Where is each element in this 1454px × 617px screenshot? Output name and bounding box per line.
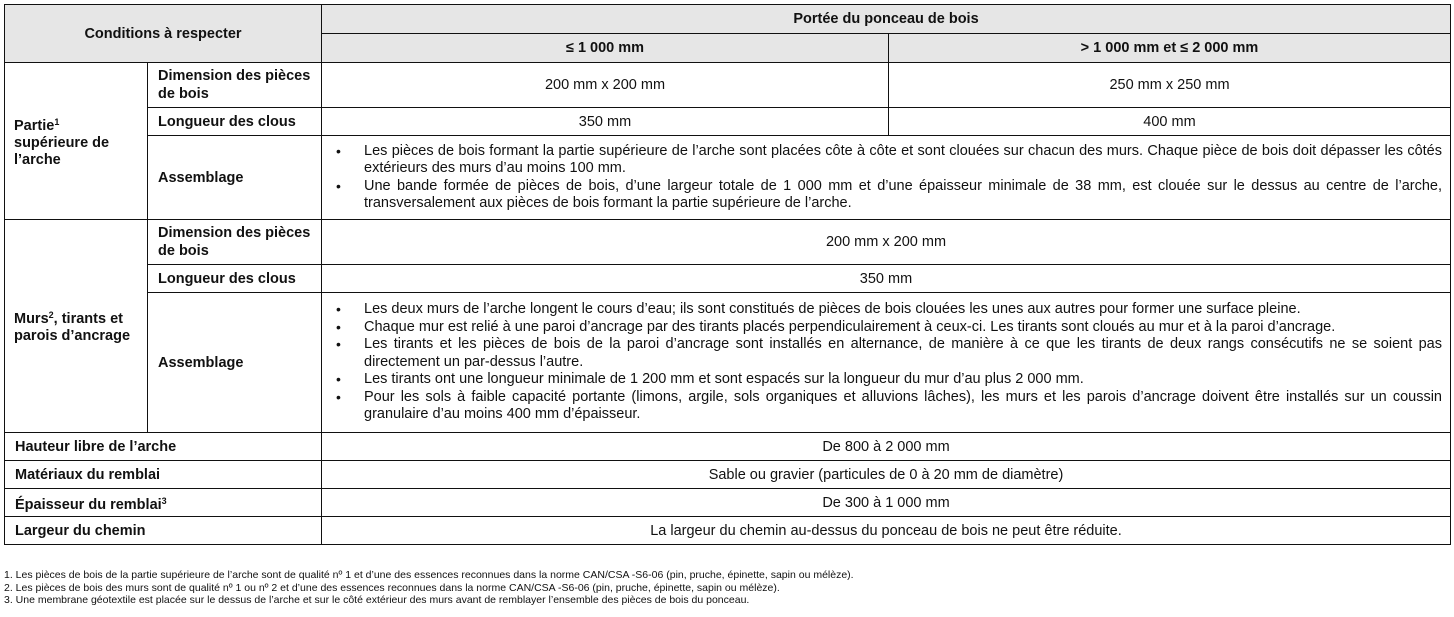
largeur-value: La largeur du chemin au-dessus du ponceau de bois ne peut être réduite. (322, 517, 1451, 545)
dimension-label: Dimension des pièces de bois (148, 220, 322, 265)
header-span-small: ≤ 1 000 mm (322, 34, 889, 63)
assemblage-list (322, 301, 1450, 424)
dimension-value: 200 mm x 200 mm (322, 220, 1451, 265)
list-item: • Les deux murs de l’arche longent le cours d’eau; ils sont constitués de pièces de bois clouées les unes aux autres pour former une surface pleine. (322, 301, 1442, 319)
footnotes (4, 569, 854, 607)
footnote-ref: 1 (54, 116, 60, 127)
footnote-2: 2. Les pièces de bois des murs sont de qualité nº 1 ou nº 2 et d’une des essences reconnues dans la norme CAN/CSA -S6-06 (pin, pruche, épinette, sapin ou mélèze). (4, 581, 780, 594)
list-item: • Les tirants et les pièces de bois de la paroi d’ancrage sont installés en alternance, de manière à ce que les tirants de deux rangs consécutifs ne se soient pas directement un par-dessus l’autre. (322, 336, 1442, 371)
assemblage-label: Assemblage (148, 293, 322, 433)
list-item: • Pour les sols à faible capacité portante (limons, argile, sols organiques et alluvions lâches), les murs et les parois d’ancrage doivent être installés sur un coussin granulaire d’au moins 400 mm d’épaisseur. (322, 389, 1442, 424)
materiaux-value: Sable ou gravier (particules de 0 à 20 mm de diamètre) (322, 461, 1451, 489)
header-span-large: > 1 000 mm et ≤ 2 000 mm (889, 34, 1451, 63)
conditions-table (4, 4, 1451, 545)
group-label-rest: , tirants et parois d’ancrage (14, 311, 131, 344)
assemblage-content (322, 293, 1451, 433)
hauteur-label: Hauteur libre de l’arche (5, 433, 322, 461)
epaisseur-label-text: Épaisseur du remblai (15, 496, 162, 513)
epaisseur-value: De 300 à 1 000 mm (322, 489, 1451, 517)
clous-large: 400 mm (889, 108, 1451, 136)
group-label: Murs (14, 311, 49, 327)
materiaux-label: Matériaux du remblai (5, 461, 322, 489)
assemblage-list (322, 143, 1450, 213)
assemblage-label: Assemblage (148, 136, 322, 220)
footnote-ref: 2 (48, 310, 54, 320)
list-item: • Une bande formée de pièces de bois, d’une largeur totale de 1 000 mm et d’une épaisseur minimale de 38 mm, est clouée sur le dessus au centre de l’arche, transversalement aux pièces de bois formant la partie supérieure de l’arche. (322, 178, 1442, 213)
clous-value: 350 mm (322, 265, 1451, 293)
group-partie-superieure (5, 63, 148, 220)
clous-label: Longueur des clous (148, 265, 322, 293)
largeur-label: Largeur du chemin (5, 517, 322, 545)
dimension-label: Dimension des pièces de bois (148, 63, 322, 108)
group-murs-tirants (5, 220, 148, 433)
group-label: Partie (14, 117, 55, 134)
header-portee: Portée du ponceau de bois (322, 5, 1451, 34)
footnote-1: 1. Les pièces de bois de la partie supérieure de l’arche sont de qualité nº 1 et d’une des essences reconnues dans la norme CAN/CSA -S6-06 (pin, pruche, épinette, sapin ou mélèze). (4, 569, 854, 581)
clous-small: 350 mm (322, 108, 889, 136)
list-item: • Chaque mur est relié à une paroi d’ancrage par des tirants placés perpendiculairement à ceux-ci. Les tirants sont cloués au mur et à la paroi d’ancrage. (322, 319, 1442, 337)
dimension-large: 250 mm x 250 mm (889, 63, 1451, 108)
clous-label: Longueur des clous (148, 108, 322, 136)
dimension-small: 200 mm x 200 mm (322, 63, 889, 108)
list-item: • Les tirants ont une longueur minimale de 1 200 mm et sont espacés sur la longueur du mur d’au plus 2 000 mm. (322, 371, 1442, 389)
epaisseur-label (5, 489, 322, 517)
footnote-3: 3. Une membrane géotextile est placée sur le dessus de l’arche et sur le côté extérieur des murs avant de remblayer l’ensemble des pièces de bois du ponceau. (4, 594, 750, 606)
group-label-rest: supérieure de l’arche (14, 134, 110, 168)
list-item: • Les pièces de bois formant la partie supérieure de l’arche sont placées côte à côte et sont clouées sur chacun des murs. Chaque pièce de bois doit dépasser les côtés extérieurs des murs d’au moins 100 mm. (322, 143, 1442, 178)
hauteur-value: De 800 à 2 000 mm (322, 433, 1451, 461)
footnote-ref: 3 (161, 495, 167, 506)
header-conditions: Conditions à respecter (5, 5, 322, 63)
assemblage-content (322, 136, 1451, 220)
